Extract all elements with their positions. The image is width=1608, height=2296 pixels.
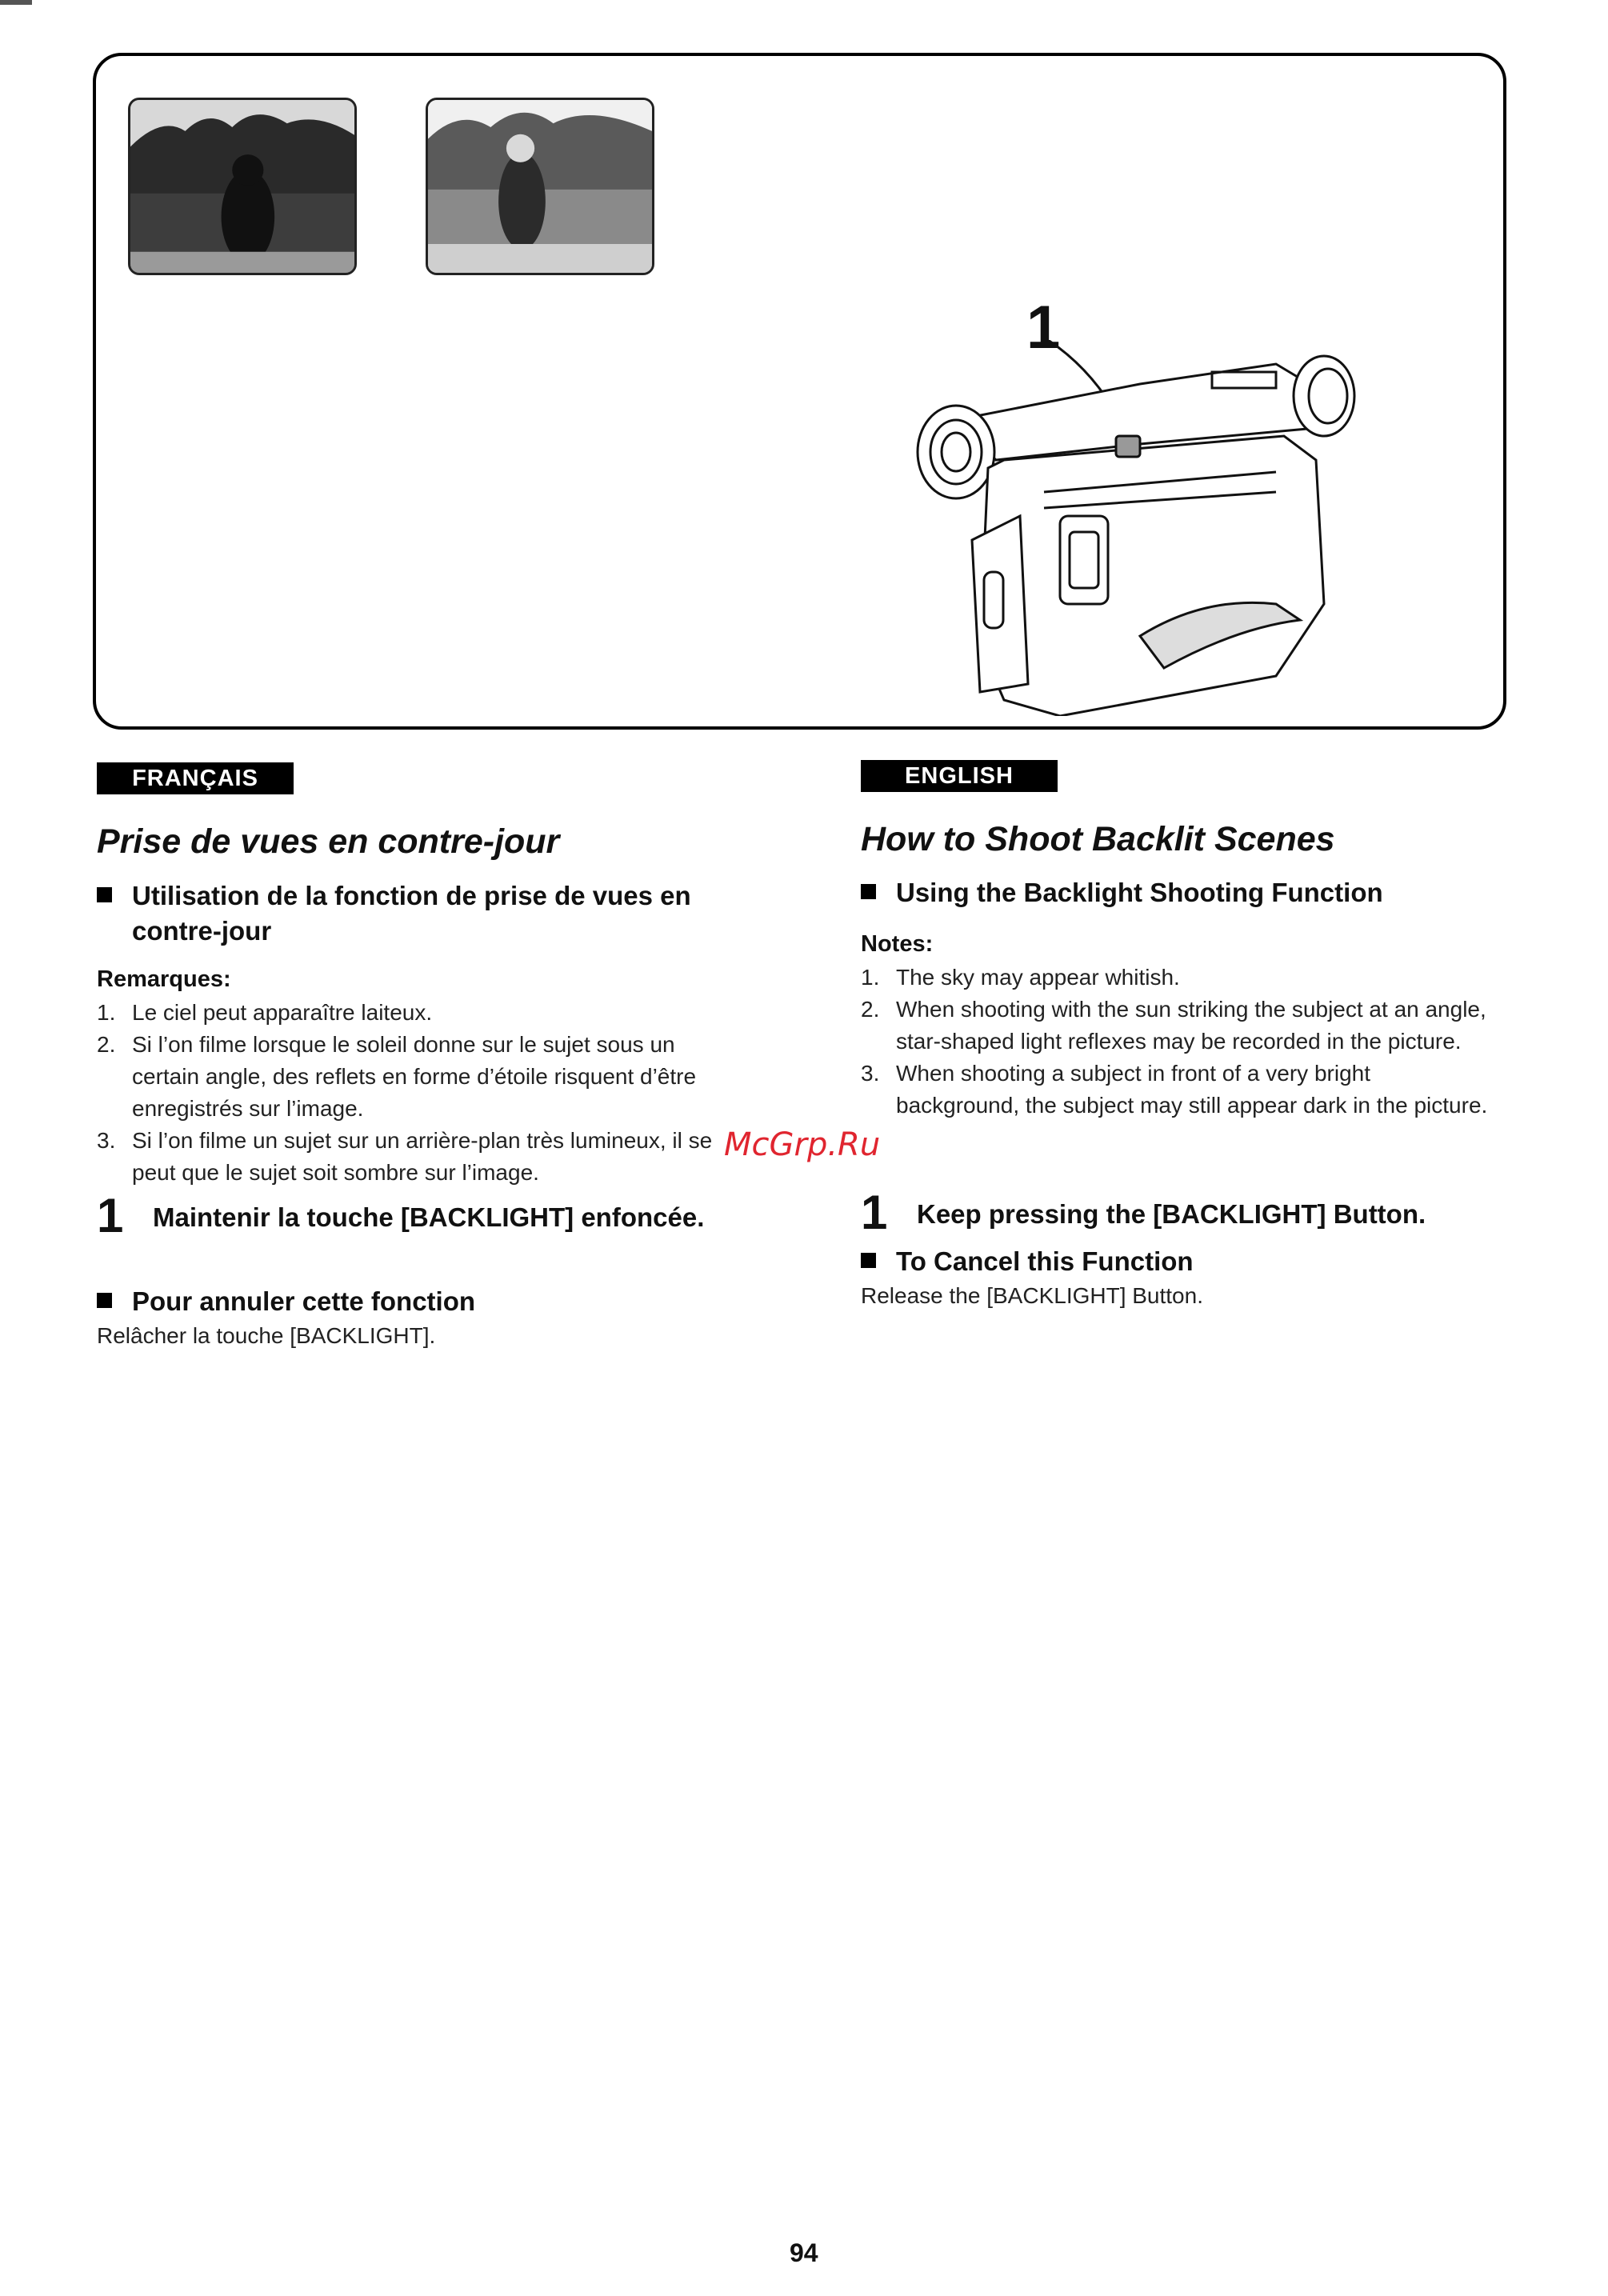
french-section-title: Prise de vues en contre-jour xyxy=(97,822,560,861)
list-item: 2. Si l’on filme lorsque le soleil donne sur le sujet sous un certain angle, des reflets en forme d’étoile risquent d’être enregistrés sur l’image. xyxy=(97,1032,697,1121)
english-cancel-text: Release the [BACKLIGHT] Button. xyxy=(861,1283,1203,1308)
list-item: 3. When shooting a subject in front of a very bright background, the subject may still appear dark in the picture. xyxy=(861,1061,1488,1118)
backlit-photo-after xyxy=(426,98,654,275)
french-subheading xyxy=(97,878,737,949)
english-subheading-text: Using the Backlight Shooting Function xyxy=(896,878,1383,907)
square-bullet-icon xyxy=(861,884,876,899)
square-bullet-icon xyxy=(97,887,112,902)
scan-margin-mark xyxy=(0,0,32,5)
french-cancel-text: Relâcher la touche [BACKLIGHT]. xyxy=(97,1323,436,1348)
french-notes-list xyxy=(97,997,746,1189)
list-item: 1. The sky may appear whitish. xyxy=(861,965,1180,990)
french-cancel-heading-text: Pour annuler cette fonction xyxy=(132,1286,476,1316)
square-bullet-icon xyxy=(861,1253,876,1268)
list-item: 1. Le ciel peut apparaître laiteux. xyxy=(97,1000,433,1025)
page-number: 94 xyxy=(790,2238,818,2267)
french-step-1 xyxy=(97,1189,705,1242)
english-cancel-heading xyxy=(861,1244,1533,1279)
english-section-title: How to Shoot Backlit Scenes xyxy=(861,820,1335,858)
french-notes-label: Remarques: xyxy=(97,966,231,992)
french-cancel-heading xyxy=(97,1284,737,1319)
english-notes-list xyxy=(861,962,1493,1122)
french-step-text: Maintenir la touche [BACKLIGHT] enfoncée. xyxy=(153,1202,705,1232)
english-language-tag: ENGLISH xyxy=(861,760,1058,792)
callout-number: 1 xyxy=(1026,294,1061,362)
illustration-frame xyxy=(93,53,1506,730)
list-item: 2. When shooting with the sun striking the subject at an angle, star-shaped light reflexes may be recorded in the picture. xyxy=(861,997,1486,1054)
english-subheading xyxy=(861,875,1533,910)
french-language-tag: FRANÇAIS xyxy=(97,762,294,794)
french-subheading-text: Utilisation de la fonction de prise de vues en contre-jour xyxy=(132,881,691,946)
english-step-text: Keep pressing the [BACKLIGHT] Button. xyxy=(917,1199,1426,1229)
camcorder-illustration xyxy=(900,340,1372,716)
watermark-text: McGrp.Ru xyxy=(724,1126,881,1163)
english-step-1 xyxy=(861,1186,1549,1239)
list-item: 3. Si l’on filme un sujet sur un arrière-plan très lumineux, il se peut que le sujet soit sombre sur l’image. xyxy=(97,1128,713,1185)
step-number: 1 xyxy=(861,1186,888,1239)
english-notes-label: Notes: xyxy=(861,931,934,957)
step-number: 1 xyxy=(97,1189,124,1242)
square-bullet-icon xyxy=(97,1293,112,1308)
english-cancel-heading-text: To Cancel this Function xyxy=(896,1246,1194,1276)
backlit-photo-before xyxy=(128,98,357,275)
